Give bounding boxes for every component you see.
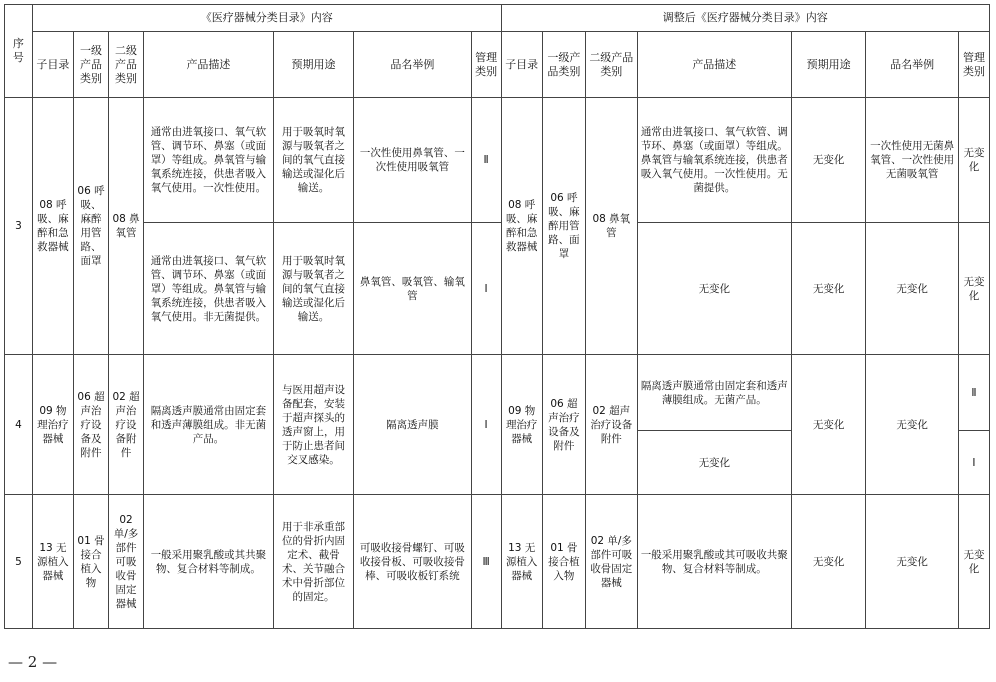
adj-class-cell: Ⅰ <box>958 431 989 495</box>
adj-examples-cell: 一次性使用无菌鼻氧管、一次性使用无菌吸氧管 <box>866 98 959 223</box>
adj-intended-use-cell: 无变化 <box>792 98 866 223</box>
orig-level2-cell: 08 鼻氧管 <box>109 98 144 355</box>
header-adj-examples: 品名举例 <box>866 32 959 98</box>
orig-examples-cell: 隔离透声膜 <box>354 355 471 495</box>
orig-examples-cell: 可吸收接骨螺钉、可吸收接骨板、可吸收接骨棒、可吸收板钉系统 <box>354 495 471 629</box>
orig-examples-cell: 一次性使用鼻氧管、一次性使用吸氧管 <box>354 98 471 223</box>
header-orig-level1: 一级产品类别 <box>74 32 109 98</box>
header-adjusted-group: 调整后《医疗器械分类目录》内容 <box>501 5 989 32</box>
orig-examples-cell: 鼻氧管、吸氧管、输氧管 <box>354 223 471 355</box>
table-row <box>5 355 990 431</box>
adj-examples-cell: 无变化 <box>866 355 959 495</box>
header-row-group <box>5 5 990 32</box>
orig-level2-cell: 02 单/多部件可吸收骨固定器械 <box>109 495 144 629</box>
header-orig-subdirectory: 子目录 <box>32 32 73 98</box>
header-adj-level2: 二级产品类别 <box>586 32 638 98</box>
header-orig-examples: 品名举例 <box>354 32 471 98</box>
adj-intended-use-cell: 无变化 <box>792 355 866 495</box>
adj-description-cell: 无变化 <box>637 431 792 495</box>
adj-class-cell: Ⅱ <box>958 355 989 431</box>
adj-examples-cell: 无变化 <box>866 495 959 629</box>
orig-intended-use-cell: 与医用超声设备配套，安装于超声探头的透声窗上，用于防止患者间交叉感染。 <box>273 355 353 495</box>
orig-description-cell: 隔离透声膜通常由固定套和透声薄膜组成。非无菌产品。 <box>144 355 274 495</box>
orig-description-cell: 一般采用聚乳酸或其共聚物、复合材料等制成。 <box>144 495 274 629</box>
adj-level1-cell: 06 超声治疗设备及附件 <box>542 355 585 495</box>
adj-class-cell: 无变化 <box>958 98 989 223</box>
orig-level1-cell: 01 骨接合植入物 <box>74 495 109 629</box>
adj-examples-cell: 无变化 <box>866 223 959 355</box>
adj-description-cell: 无变化 <box>637 223 792 355</box>
orig-description-cell: 通常由进氧接口、氧气软管、调节环、鼻塞（或面罩）等组成。鼻氧管与输氧系统连接，供患者吸入氧气使用。一次性使用。 <box>144 98 274 223</box>
header-orig-description: 产品描述 <box>144 32 274 98</box>
classification-table <box>4 4 990 629</box>
seq-cell: 3 <box>5 98 33 355</box>
table-row <box>5 495 990 629</box>
header-original-group: 《医疗器械分类目录》内容 <box>32 5 501 32</box>
header-row-columns <box>5 32 990 98</box>
orig-subdirectory-cell: 09 物理治疗器械 <box>32 355 73 495</box>
adj-level2-cell: 08 鼻氧管 <box>586 98 638 355</box>
table-row <box>5 223 990 355</box>
orig-level1-cell: 06 呼吸、麻醉用管路、面罩 <box>74 98 109 355</box>
orig-class-cell: Ⅰ <box>471 355 501 495</box>
adj-level2-cell: 02 单/多部件可吸收骨固定器械 <box>586 495 638 629</box>
adj-description-cell: 通常由进氧接口、氧气软管、调节环、鼻塞（或面罩）等组成。鼻氧管与输氧系统连接，供患者吸入氧气使用。一次性使用。无菌提供。 <box>637 98 792 223</box>
adj-description-cell: 一般采用聚乳酸或其可吸收共聚物、复合材料等制成。 <box>637 495 792 629</box>
adj-subdirectory-cell: 08 呼吸、麻醉和急救器械 <box>501 98 542 355</box>
orig-level2-cell: 02 超声治疗设备附件 <box>109 355 144 495</box>
table-row <box>5 98 990 223</box>
adj-subdirectory-cell: 09 物理治疗器械 <box>501 355 542 495</box>
adj-level1-cell: 06 呼吸、麻醉用管路、面罩 <box>542 98 585 355</box>
orig-description-cell: 通常由进氧接口、氧气软管、调节环、鼻塞（或面罩）等组成。鼻氧管与输氧系统连接，供患者吸入氧气使用。非无菌提供。 <box>144 223 274 355</box>
seq-cell: 4 <box>5 355 33 495</box>
adj-intended-use-cell: 无变化 <box>792 495 866 629</box>
page-number: — 2 — <box>8 653 58 671</box>
orig-intended-use-cell: 用于非承重部位的骨折内固定术、截骨术、关节融合术中骨折部位的固定。 <box>273 495 353 629</box>
header-orig-level2: 二级产品类别 <box>109 32 144 98</box>
adj-description-cell: 隔离透声膜通常由固定套和透声薄膜组成。无菌产品。 <box>637 355 792 431</box>
orig-subdirectory-cell: 13 无源植入器械 <box>32 495 73 629</box>
orig-intended-use-cell: 用于吸氧时氧源与吸氧者之间的氧气直接输送或湿化后输送。 <box>273 223 353 355</box>
orig-subdirectory-cell: 08 呼吸、麻醉和急救器械 <box>32 98 73 355</box>
header-adj-subdirectory: 子目录 <box>501 32 542 98</box>
header-orig-class: 管理类别 <box>471 32 501 98</box>
header-adj-intended-use: 预期用途 <box>792 32 866 98</box>
seq-cell: 5 <box>5 495 33 629</box>
orig-class-cell: Ⅲ <box>471 495 501 629</box>
orig-class-cell: Ⅱ <box>471 98 501 223</box>
header-adj-class: 管理类别 <box>958 32 989 98</box>
adj-level1-cell: 01 骨接合植入物 <box>542 495 585 629</box>
header-orig-intended-use: 预期用途 <box>273 32 353 98</box>
adj-class-cell: 无变化 <box>958 495 989 629</box>
adj-level2-cell: 02 超声治疗设备附件 <box>586 355 638 495</box>
header-seq: 序号 <box>5 5 33 98</box>
orig-level1-cell: 06 超声治疗设备及附件 <box>74 355 109 495</box>
header-adj-level1: 一级产品类别 <box>542 32 585 98</box>
orig-intended-use-cell: 用于吸氧时氧源与吸氧者之间的氧气直接输送或湿化后输送。 <box>273 98 353 223</box>
adj-subdirectory-cell: 13 无源植入器械 <box>501 495 542 629</box>
adj-class-cell: 无变化 <box>958 223 989 355</box>
header-adj-description: 产品描述 <box>637 32 792 98</box>
orig-class-cell: Ⅰ <box>471 223 501 355</box>
adj-intended-use-cell: 无变化 <box>792 223 866 355</box>
